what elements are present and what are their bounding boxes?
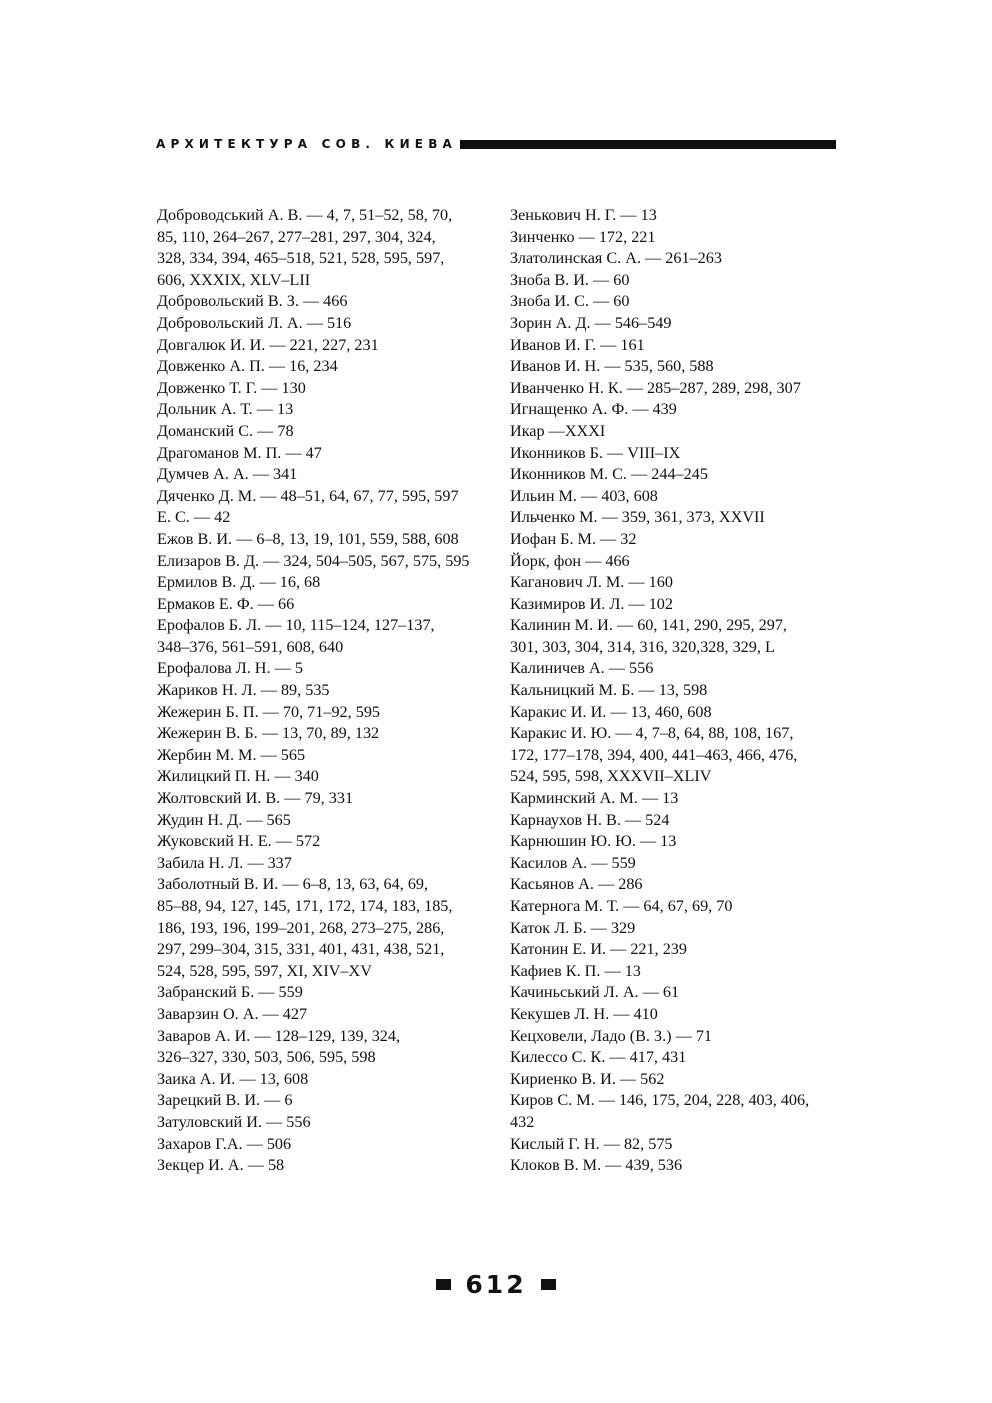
index-line: Ильин М. — 403, 608 [510, 486, 658, 505]
index-line: Довженко А. П. — 16, 234 [157, 357, 338, 376]
index-line: 297, 299–304, 315, 331, 401, 431, 438, 521, [157, 940, 445, 959]
index-line: Кецховели, Ладо (В. З.) — 71 [510, 1026, 713, 1045]
index-line: Заика А. И. — 13, 608 [157, 1069, 309, 1088]
index-line: Иванченко Н. К. — 285–287, 289, 298, 307 [510, 378, 801, 397]
index-line: Жежерин Б. П. — 70, 71–92, 595 [157, 702, 381, 721]
index-line: Кальницкий М. Б. — 13, 598 [510, 681, 708, 700]
index-line: Жудин Н. Д. — 565 [157, 810, 291, 829]
index-line: Иванов И. Н. — 535, 560, 588 [510, 357, 714, 376]
index-line: Кириенко В. И. — 562 [510, 1069, 665, 1088]
index-line: Жариков Н. Л. — 89, 535 [157, 681, 330, 700]
index-line: Карнаухов Н. В. — 524 [510, 810, 670, 829]
page-number: 612 [465, 1270, 527, 1299]
index-line: Иконников М. С. — 244–245 [510, 465, 708, 484]
index-line: Ерофалов Б. Л. — 10, 115–124, 127–137, [157, 616, 435, 635]
index-line: Зорин А. Д. — 546–549 [510, 313, 672, 332]
index-line: Довгалюк И. И. — 221, 227, 231 [157, 335, 379, 354]
index-line: Клоков В. М. — 439, 536 [510, 1156, 683, 1175]
index-line: 326–327, 330, 503, 506, 595, 598 [157, 1048, 376, 1067]
index-line: 606, XXXIX, XLV–LII [157, 270, 311, 289]
index-line: Каракис И. И. — 13, 460, 608 [510, 702, 712, 721]
index-line: Йорк, фон — 466 [510, 551, 630, 570]
index-line: Добровольский Л. А. — 516 [157, 313, 352, 332]
index-line: Карнюшин Ю. Ю. — 13 [510, 832, 677, 851]
index-column-left [157, 205, 487, 1177]
index-line: 301, 303, 304, 314, 316, 320,328, 329, L [510, 637, 775, 656]
index-line: Калинин М. И. — 60, 141, 290, 295, 297, [510, 616, 787, 635]
index-column-right [510, 205, 840, 1177]
index-line: Дяченко Д. М. — 48–51, 64, 67, 77, 595, 597 [157, 486, 459, 505]
footer-square-right [541, 1279, 556, 1290]
index-line: Кекушев Л. Н. — 410 [510, 1004, 658, 1023]
index-line: Зекцер И. А. — 58 [157, 1156, 285, 1175]
index-line: Драгоманов М. П. — 47 [157, 443, 322, 462]
index-line: Киров С. М. — 146, 175, 204, 228, 403, 406, [510, 1091, 810, 1110]
index-line: Заварзин О. А. — 427 [157, 1004, 308, 1023]
index-line: Е. С. — 42 [157, 508, 231, 527]
index-line: Заваров А. И. — 128–129, 139, 324, [157, 1026, 401, 1045]
index-line: Ермаков Е. Ф. — 66 [157, 594, 295, 613]
index-line: Казимиров И. Л. — 102 [510, 594, 673, 613]
index-line: Забранский Б. — 559 [157, 983, 303, 1002]
index-line: Касилов А. — 559 [510, 853, 636, 872]
index-line: Жолтовский И. В. — 79, 331 [157, 789, 354, 808]
footer-square-left [436, 1279, 451, 1290]
index-line: Калиничев А. — 556 [510, 659, 654, 678]
header-rule [460, 140, 836, 149]
running-header [156, 134, 836, 154]
page-footer [0, 1270, 992, 1299]
index-line: Игнащенко А. Ф. — 439 [510, 400, 677, 419]
index-line: Думчев А. А. — 341 [157, 465, 298, 484]
index-line: Доманский С. — 78 [157, 421, 294, 440]
index-line: Качиньський Л. А. — 61 [510, 983, 680, 1002]
index-line: Иофан Б. М. — 32 [510, 529, 637, 548]
index-line: Елизаров В. Д. — 324, 504–505, 567, 575, 595 [157, 551, 470, 570]
index-line: Жербин М. М. — 565 [157, 745, 306, 764]
index-line: Златолинская С. А. — 261–263 [510, 249, 722, 268]
index-line: Иконников Б. — VIII–IX [510, 443, 681, 462]
index-line: Доброводський А. В. — 4, 7, 51–52, 58, 70, [157, 206, 453, 224]
index-line: 432 [510, 1112, 535, 1131]
index-line: Жежерин В. Б. — 13, 70, 89, 132 [157, 724, 380, 743]
index-line: Кислый Г. Н. — 82, 575 [510, 1134, 673, 1153]
index-line: 524, 528, 595, 597, XI, XIV–XV [157, 961, 372, 980]
index-line: Касьянов А. — 286 [510, 875, 643, 894]
index-line: Захаров Г.А. — 506 [157, 1134, 292, 1153]
index-line: 85–88, 94, 127, 145, 171, 172, 174, 183, 185, [157, 897, 453, 915]
index-line: Каток Л. Б. — 329 [510, 918, 636, 937]
index-line: 186, 193, 196, 199–201, 268, 273–275, 286, [157, 918, 445, 937]
index-line: Каракис И. Ю. — 4, 7–8, 64, 88, 108, 167, [510, 724, 794, 743]
index-line: Зарецкий В. И. — 6 [157, 1091, 293, 1110]
index-line: Зноба В. И. — 60 [510, 270, 630, 289]
index-line: Иванов И. Г. — 161 [510, 335, 645, 354]
index-line: Добровольский В. З. — 466 [157, 292, 348, 311]
index-line: Жуковский Н. Е. — 572 [157, 832, 321, 851]
index-line: Дольник А. Т. — 13 [157, 400, 294, 419]
index-line: Кафиев К. П. — 13 [510, 961, 641, 980]
index-line: Ерофалова Л. Н. — 5 [157, 659, 303, 678]
index-line: 348–376, 561–591, 608, 640 [157, 637, 344, 656]
index-line: 85, 110, 264–267, 277–281, 297, 304, 324, [157, 227, 436, 246]
index-line: Карминский А. М. — 13 [510, 789, 679, 808]
index-line: Ермилов В. Д. — 16, 68 [157, 573, 321, 592]
index-line: Ежов В. И. — 6–8, 13, 19, 101, 559, 588, 608 [157, 529, 459, 548]
index-line: 328, 334, 394, 465–518, 521, 528, 595, 597, [157, 249, 445, 268]
index-line: Жилицкий П. Н. — 340 [157, 767, 319, 786]
index-line: Килессо С. К. — 417, 431 [510, 1048, 687, 1067]
index-line: 172, 177–178, 394, 400, 441–463, 466, 476, [510, 745, 798, 764]
index-line: Икар —XXXI [510, 421, 606, 440]
index-line: Каганович Л. М. — 160 [510, 573, 673, 592]
index-line: Ильченко М. — 359, 361, 373, XXVII [510, 508, 765, 527]
index-line: Зинченко — 172, 221 [510, 227, 656, 246]
index-line: 524, 595, 598, XXXVII–XLIV [510, 767, 712, 786]
index-line: Забила Н. Л. — 337 [157, 853, 292, 872]
index-line: Катернога М. Т. — 64, 67, 69, 70 [510, 897, 733, 915]
index-line: Заболотный В. И. — 6–8, 13, 63, 64, 69, [157, 875, 429, 894]
index-line: Зноба И. С. — 60 [510, 292, 630, 311]
index-line: Зенькович Н. Г. — 13 [510, 206, 657, 224]
header-title: АРХИТЕКТУРА СОВ. КИЕВА [156, 137, 458, 151]
index-line: Довженко Т. Г. — 130 [157, 378, 306, 397]
index-line: Катонин Е. И. — 221, 239 [510, 940, 687, 959]
index-line: Затуловский И. — 556 [157, 1112, 311, 1131]
